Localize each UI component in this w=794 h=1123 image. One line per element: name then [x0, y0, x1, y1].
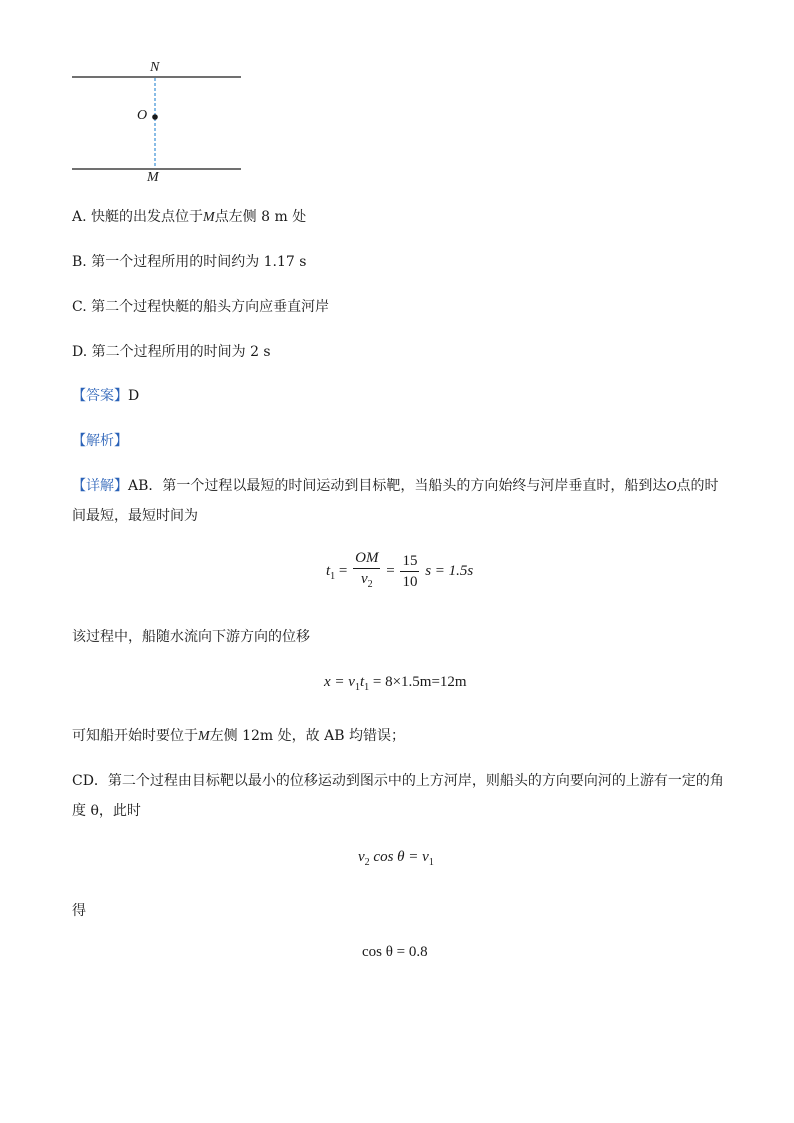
option-d: D. 第二个过程所用的时间为 2 s: [72, 344, 271, 360]
detail-text-1a: AB．第一个过程以最短的时间运动到目标靶，当船头的方向始终与河岸垂直时，船到达: [128, 478, 667, 494]
label-n: N: [150, 60, 160, 75]
river-diagram: [70, 58, 245, 188]
target-point-o: [152, 114, 158, 120]
eq3-mid: cos θ = v: [369, 849, 429, 865]
answer: [72, 385, 139, 405]
equation-time: [326, 549, 473, 594]
cd-line-2: 度 θ，此时: [72, 803, 141, 819]
label-o: O: [137, 108, 148, 123]
eq2-rhs: = 8×1.5m=12m: [369, 674, 467, 690]
eq1-frac1-den: v: [360, 571, 368, 587]
eq1-fraction-15-10: [400, 552, 419, 591]
equation-angle: [358, 849, 434, 868]
eq1-lhs-sub: 1: [330, 570, 336, 582]
eq2-lhs: x = v: [324, 674, 355, 690]
eq4-text: cos θ = 0.8: [362, 944, 428, 960]
equation-cos: [362, 944, 428, 961]
detail-var-o: O: [666, 479, 677, 494]
eq2-mid: t: [359, 674, 365, 690]
conclusion-prefix: 可知船开始时要位于: [72, 728, 198, 744]
answer-label: 【答案】: [72, 388, 128, 404]
analysis-label: 【解析】: [72, 433, 128, 449]
eq1-frac2-num: 15: [400, 552, 419, 572]
eq1-tail: s = 1.5s: [425, 562, 474, 579]
detail-line-2: 间最短，最短时间为: [72, 508, 198, 524]
conclusion-ab: [72, 725, 405, 745]
option-b: B. 第一个过程所用的时间约为 1.17 s: [72, 254, 307, 270]
eq3-b-sub: 1: [428, 857, 434, 868]
eq2-sub2: 1: [364, 682, 370, 693]
conclusion-var: M: [198, 729, 210, 744]
label-m: M: [147, 170, 159, 185]
eq2-sub1: 1: [354, 682, 360, 693]
eq3-a-sub: 2: [364, 857, 370, 868]
displacement-text: 该过程中，船随水流向下游方向的位移: [72, 629, 310, 645]
equation-displacement: [324, 674, 467, 693]
answer-value: D: [128, 388, 140, 404]
eq1-equals-2: =: [386, 562, 395, 579]
option-a-suffix: 点左侧 8 m 处: [214, 209, 307, 225]
detail-text-1b: 点的时: [676, 478, 719, 494]
option-c: C. 第二个过程快艇的船头方向应垂直河岸: [72, 299, 330, 315]
eq1-frac1-num: OM: [353, 549, 380, 569]
option-a: [72, 206, 306, 226]
river-diagram-svg: [70, 58, 245, 188]
eq1-equals-1: =: [338, 562, 348, 579]
eq1-frac2-den: 10: [402, 574, 418, 590]
detail-line-1: [72, 475, 719, 495]
de-text: 得: [72, 903, 86, 919]
option-a-prefix: A. 快艇的出发点位于: [72, 209, 204, 225]
eq3-a: v: [358, 849, 365, 865]
eq1-fraction-om-v2: [353, 549, 380, 594]
option-a-var: M: [203, 210, 215, 225]
detail-label: 【详解】: [72, 478, 128, 494]
eq1-lhs: t: [326, 562, 331, 579]
eq1-frac1-den-sub: 2: [367, 579, 373, 590]
cd-line-1: CD．第二个过程由目标靶以最小的位移运动到图示中的上方河岸，则船头的方向要向河的上游有一定的角: [72, 773, 724, 789]
conclusion-suffix: 左侧 12m 处，故 AB 均错误；: [209, 728, 405, 744]
